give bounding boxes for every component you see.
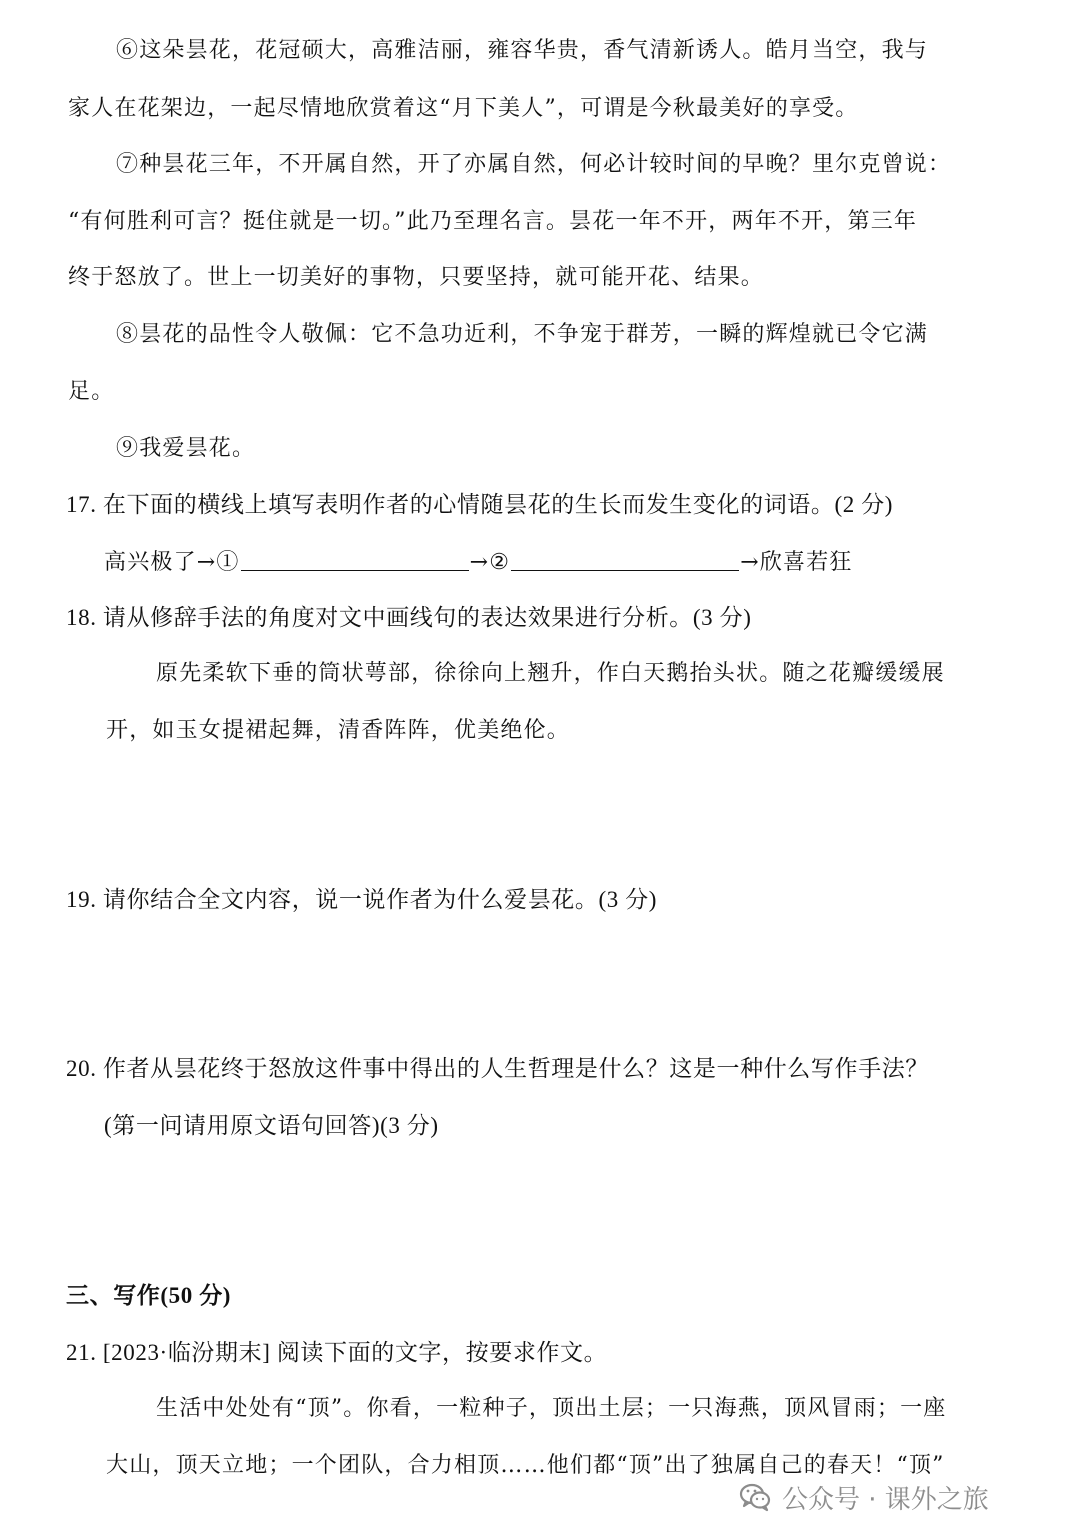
q17-mid-text: →② (469, 550, 511, 575)
p7-line2: “有何胜利可言？挺住就是一切。”此乃至理名言。昙花一年不开，两年不开，第三年 (68, 209, 918, 234)
answer-blank-2[interactable] (511, 546, 739, 571)
q21-body-line2: 大山，顶天立地；一个团队，合力相顶……他们都“顶”出了独属自己的春天！“顶” (106, 1453, 945, 1478)
question-20-line2: (第一问请用原文语句回答)(3 分) (104, 1113, 439, 1138)
question-18: 18. 请从修辞手法的角度对文中画线句的表达效果进行分析。(3 分) (66, 605, 752, 630)
question-21: 21. [2023·临汾期末] 阅读下面的文字，按要求作文。 (66, 1340, 608, 1365)
section-heading-writing: 三、写作(50 分) (66, 1283, 232, 1308)
p8-line2: 足。 (68, 379, 115, 404)
p8-line1: ⑧昙花的品性令人敬佩：它不急功近利，不争宠于群芳，一瞬的辉煌就已令它满 (116, 322, 929, 347)
watermark-text: 公众号 · 课外之旅 (782, 1484, 989, 1515)
q21-body-line1: 生活中处处有“顶”。你看，一粒种子，顶出土层；一只海燕，顶风冒雨；一座 (156, 1396, 947, 1421)
q17-end-text: →欣喜若狂 (740, 550, 853, 575)
question-19: 19. 请你结合全文内容，说一说作者为什么爱昙花。(3 分) (66, 887, 658, 912)
question-20-line1: 20. 作者从昙花终于怒放这件事中得出的人生哲理是什么？这是一种什么写作手法？ (66, 1056, 929, 1081)
answer-blank-1[interactable] (241, 546, 469, 571)
watermark (738, 1477, 989, 1517)
q17-start-text: 高兴极了→① (104, 550, 240, 575)
p7-line1: ⑦种昙花三年，不开属自然，开了亦属自然，何必计较时间的早晚？里尔克曾说： (116, 152, 952, 177)
wechat-icon (738, 1480, 772, 1514)
p9-line1: ⑨我爱昙花。 (116, 436, 256, 461)
question-17: 17. 在下面的横线上填写表明作者的心情随昙花的生长而发生变化的词语。(2 分) (66, 492, 894, 517)
p6-line1: ⑥这朵昙花，花冠硕大，高雅洁丽，雍容华贵，香气清新诱人。皓月当空，我与 (116, 38, 929, 63)
question-17-fill-row (104, 546, 853, 578)
p7-line3: 终于怒放了。世上一切美好的事物，只要坚持，就可能开花、结果。 (68, 265, 765, 290)
q18-quote-line1: 原先柔软下垂的筒状萼部，徐徐向上翘升，作白天鹅抬头状。随之花瓣缓缓展 (156, 661, 945, 686)
q18-quote-line2: 开，如玉女提裙起舞，清香阵阵，优美绝伦。 (106, 718, 571, 743)
p6-line2: 家人在花架边，一起尽情地欣赏着这“月下美人”，可谓是今秋最美好的享受。 (68, 96, 859, 121)
